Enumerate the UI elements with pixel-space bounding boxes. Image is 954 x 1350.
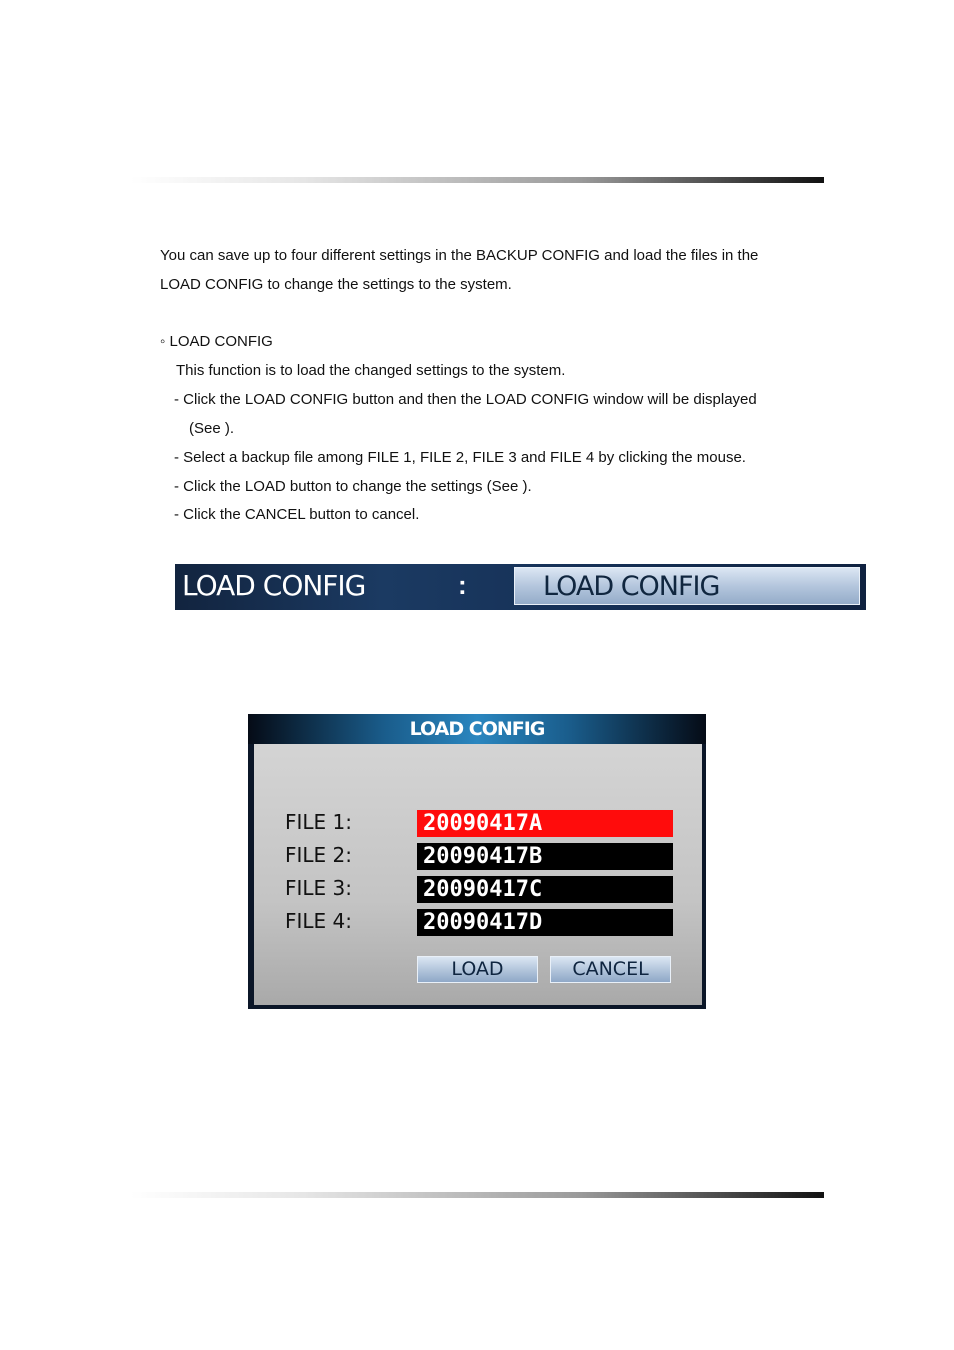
step-1: - Click the LOAD CONFIG button and then the LOAD CONFIG window will be displayed (174, 391, 757, 408)
file-2-value[interactable]: 20090417B (417, 843, 673, 870)
load-config-dialog (248, 714, 706, 1009)
file-1-label: FILE 1: (285, 810, 353, 834)
load-config-settings-row (175, 564, 866, 610)
file-2-label: FILE 2: (285, 843, 353, 867)
file-3-label: FILE 3: (285, 876, 353, 900)
step-4: - Click the CANCEL button to cancel. (174, 506, 420, 523)
intro-line-2: LOAD CONFIG to change the settings to the system. (160, 276, 512, 293)
file-3-value[interactable]: 20090417C (417, 876, 673, 903)
step-2: - Select a backup file among FILE 1, FILE 2, FILE 3 and FILE 4 by clicking the mouse. (174, 449, 746, 466)
cancel-button[interactable]: CANCEL (550, 956, 671, 983)
file-4-value[interactable]: 20090417D (417, 909, 673, 936)
load-config-label: LOAD CONFIG (182, 569, 366, 602)
footer-rule (130, 1192, 824, 1198)
header-rule (130, 177, 824, 183)
section-description: This function is to load the changed settings to the system. (176, 362, 566, 379)
intro-line-1: You can save up to four different settings in the BACKUP CONFIG and load the files in the (160, 247, 759, 264)
section-heading: ◦ LOAD CONFIG (160, 333, 273, 350)
file-4-label: FILE 4: (285, 909, 353, 933)
settings-colon: : (458, 570, 467, 600)
dialog-title: LOAD CONFIG (248, 714, 706, 744)
load-button[interactable]: LOAD (417, 956, 538, 983)
step-1-reference: (See ). (189, 420, 235, 437)
dialog-body (254, 744, 702, 1005)
step-3: - Click the LOAD button to change the settings (See ). (174, 478, 532, 495)
file-1-value[interactable]: 20090417A (417, 810, 673, 837)
load-config-button[interactable]: LOAD CONFIG (514, 567, 860, 605)
